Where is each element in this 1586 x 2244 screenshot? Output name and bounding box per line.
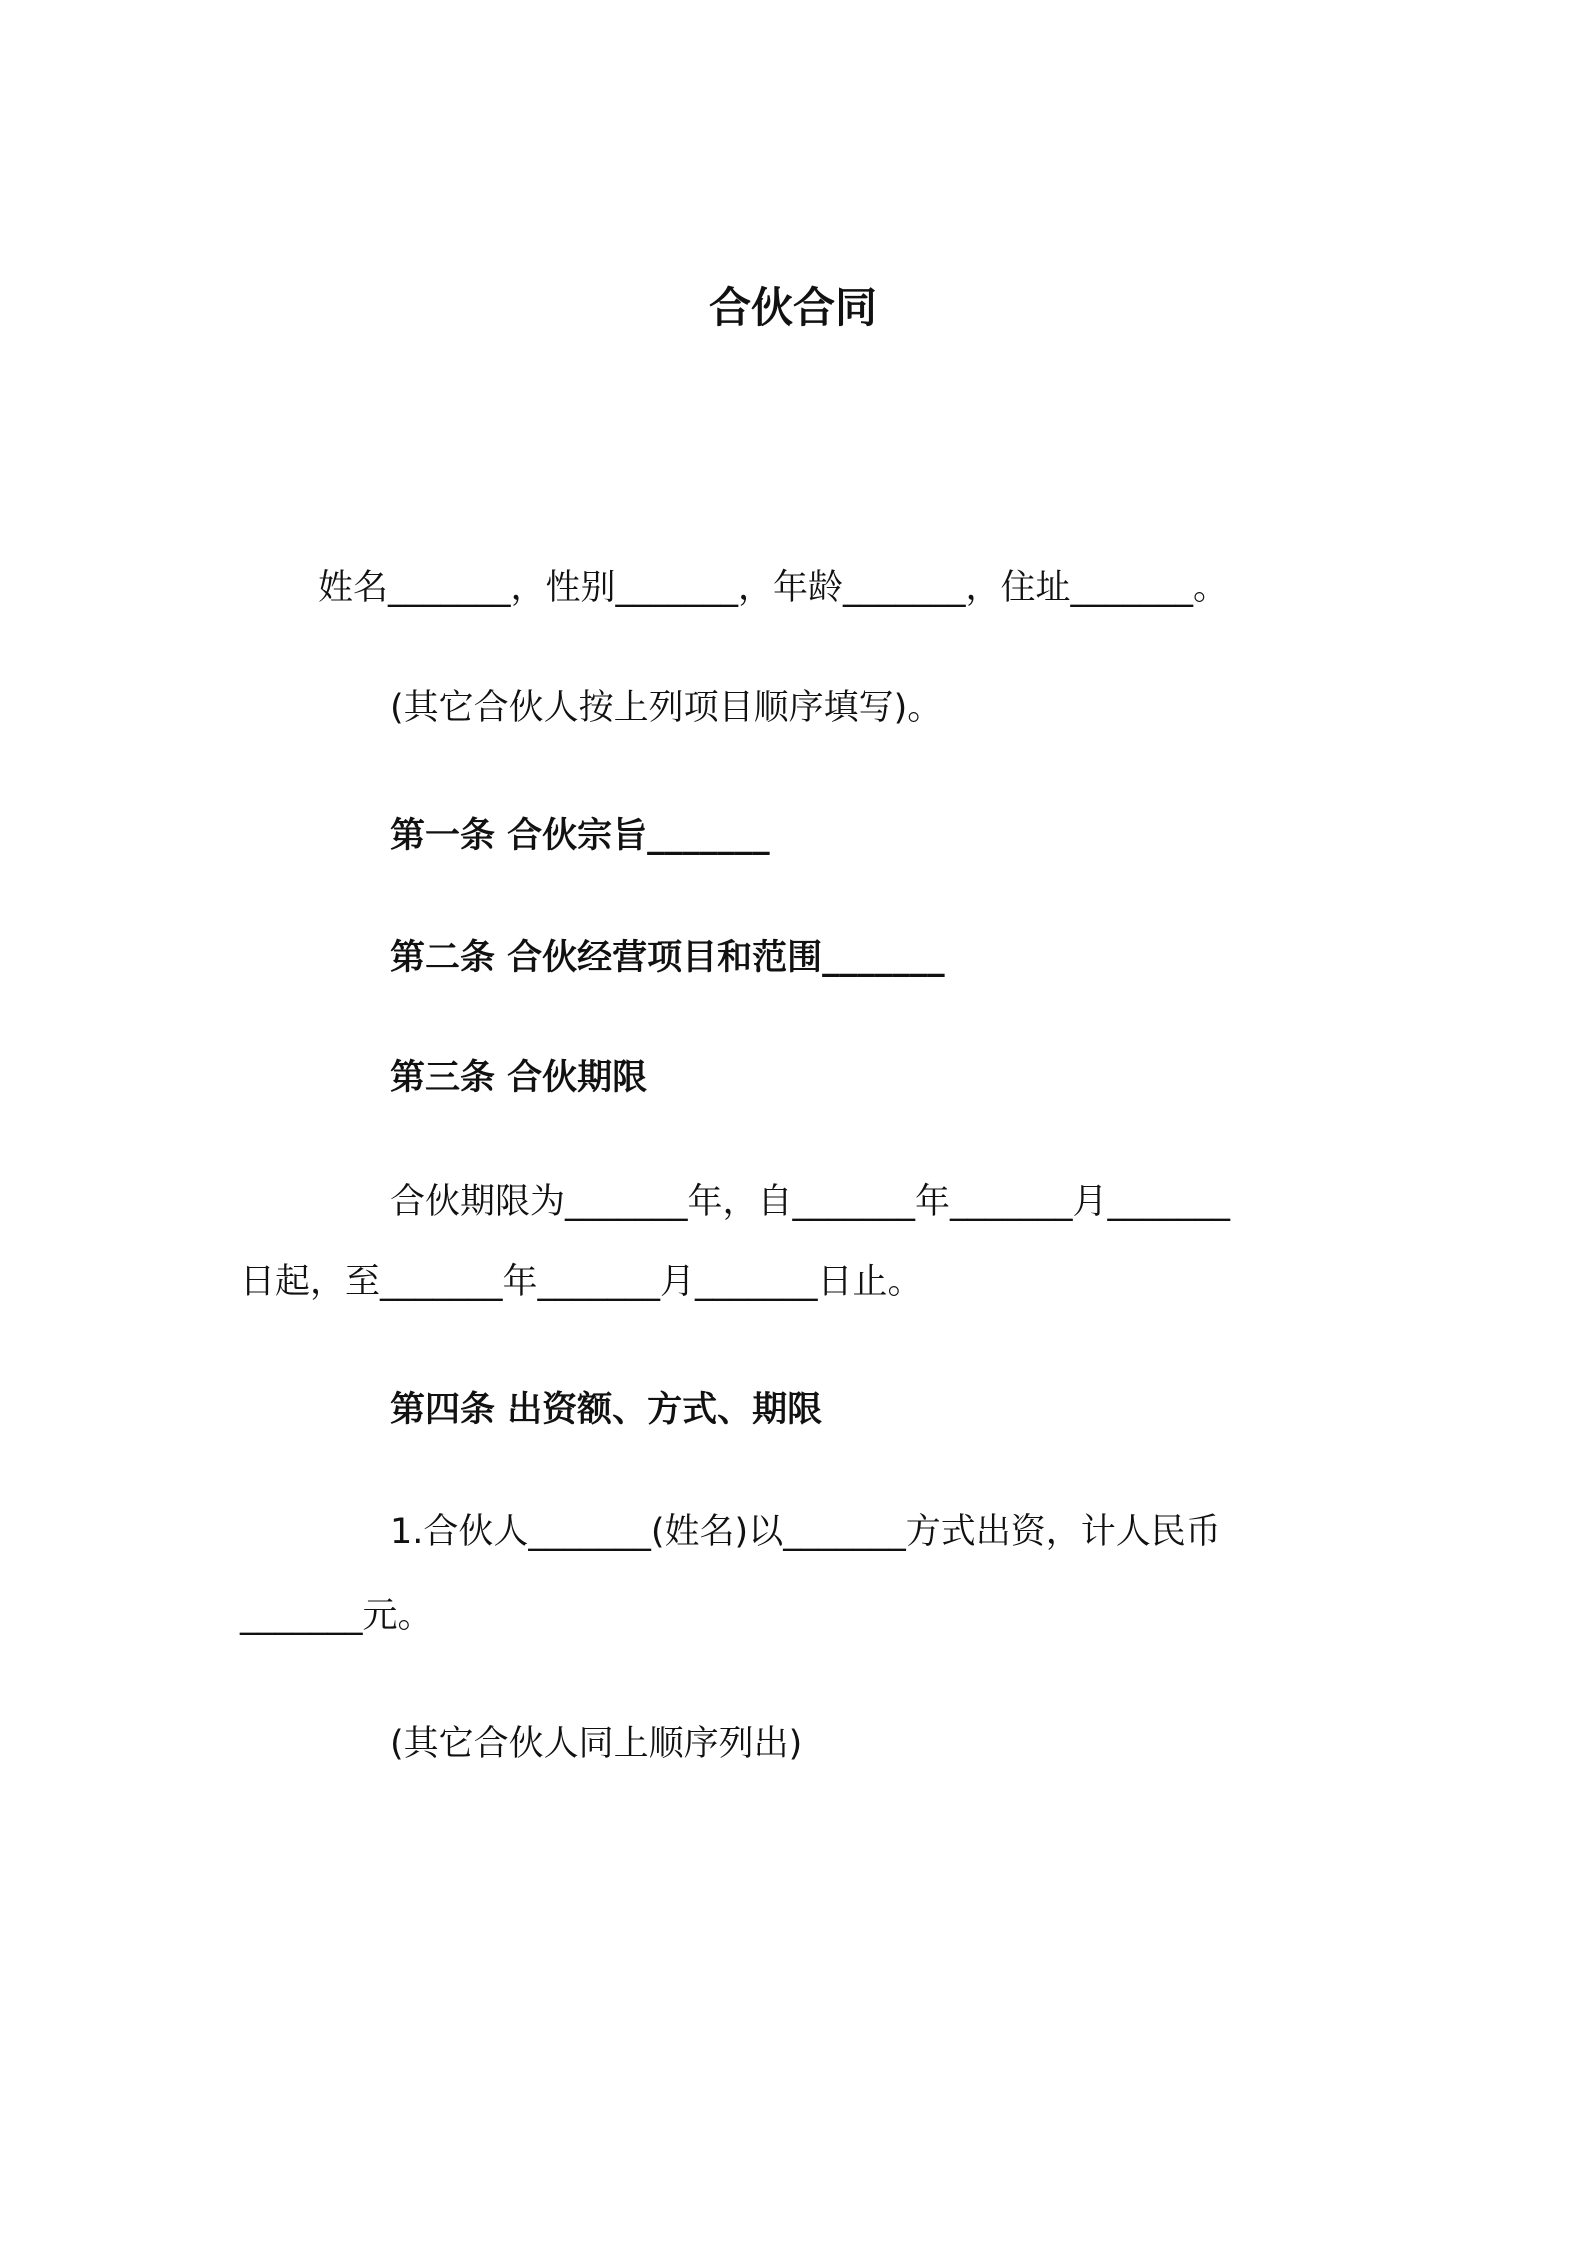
term-line-2: 日起，至_______年_______月_______日止。	[240, 1262, 923, 1302]
contribution-line-2: _______元。	[240, 1596, 433, 1636]
partner-info-line: 姓名_______，性别_______，年龄_______，住址_______。	[318, 568, 1229, 608]
term-line-1: 合伙期限为_______年，自_______年_______月_______	[390, 1182, 1231, 1222]
article-2-heading: 第二条 合伙经营项目和范围_______	[390, 938, 945, 978]
document-title: 合伙合同	[708, 283, 877, 332]
article-4-heading: 第四条 出资额、方式、期限	[390, 1390, 823, 1430]
article-1-heading: 第一条 合伙宗旨_______	[390, 816, 770, 856]
article-3-heading: 第三条 合伙期限	[390, 1058, 648, 1098]
partner-note: (其它合伙人按上列项目顺序填写)。	[390, 688, 943, 728]
other-partners-note: (其它合伙人同上顺序列出)	[390, 1724, 803, 1764]
contribution-line-1: 1.合伙人_______(姓名)以_______方式出资，计人民币	[390, 1512, 1221, 1552]
